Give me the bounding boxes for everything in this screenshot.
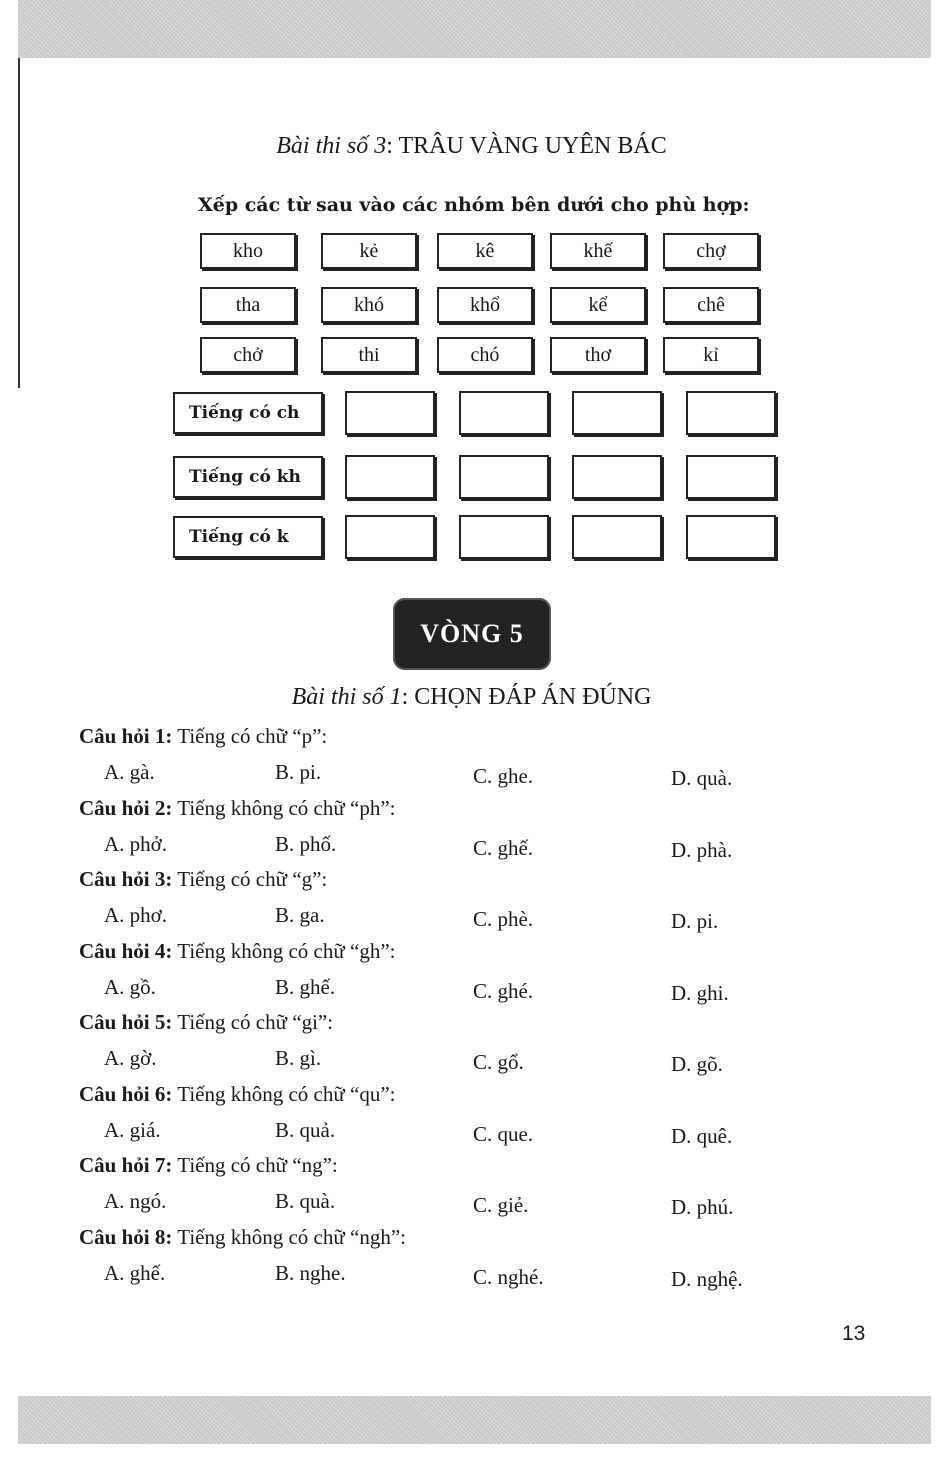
answer-slot[interactable] (572, 515, 662, 559)
question-text: Tiếng có chữ “ng”: (172, 1153, 338, 1177)
answer-option[interactable]: B. quả. (275, 1117, 336, 1142)
answer-option[interactable]: D. pi. (671, 909, 719, 933)
answer-option[interactable]: A. gồ. (104, 974, 156, 999)
exercise1-title-italic: Bài thi số 1 (291, 684, 402, 710)
answer-slot[interactable] (345, 515, 435, 559)
question-text: Tiếng không có chữ “ngh”: (172, 1224, 406, 1249)
answer-option[interactable]: C. que. (473, 1121, 534, 1146)
group-label: Tiếng có k (173, 516, 323, 558)
word-card[interactable]: kể (550, 287, 646, 323)
answer-slot[interactable] (459, 455, 549, 499)
answer-option[interactable]: B. quà. (275, 1189, 336, 1213)
answer-option[interactable]: C. giẻ. (473, 1193, 529, 1217)
answer-option[interactable]: C. phè. (473, 907, 534, 931)
answer-option[interactable]: C. ghế. (473, 835, 534, 860)
answer-slot[interactable] (459, 515, 549, 559)
answer-option[interactable]: C. nghé. (473, 1264, 544, 1289)
answer-option[interactable]: D. phú. (671, 1195, 734, 1219)
answer-option[interactable]: A. phở. (104, 831, 168, 856)
exercise1-title-text: : CHỌN ĐÁP ÁN ĐÚNG (401, 684, 652, 710)
answer-option[interactable]: A. gà. (104, 760, 155, 784)
answer-option[interactable]: A. ghế. (104, 1260, 166, 1285)
question-text: Tiếng không có chữ “ph”: (172, 795, 396, 820)
answer-option[interactable]: D. gõ. (671, 1052, 723, 1076)
question-text: Tiếng không có chữ “qu”: (172, 1081, 396, 1106)
question-8 (79, 1225, 406, 1250)
exercise3-title (0, 133, 943, 160)
word-card[interactable]: khế (550, 233, 646, 269)
word-card[interactable]: thi (321, 337, 417, 373)
word-card[interactable]: kỉ (663, 337, 759, 373)
word-card[interactable]: chở (200, 337, 296, 373)
word-card[interactable]: kẻ (321, 233, 417, 269)
word-card[interactable]: kho (200, 233, 296, 269)
word-card[interactable]: thơ (550, 337, 646, 373)
answer-option[interactable]: A. giá. (104, 1117, 161, 1142)
word-card[interactable]: chó (437, 337, 533, 373)
answer-option[interactable]: A. gờ. (104, 1046, 157, 1070)
question-label: Câu hỏi 4: (79, 938, 173, 963)
word-card[interactable]: chê (663, 287, 759, 323)
word-card[interactable]: khổ (437, 287, 533, 323)
answer-option[interactable]: C. ghé. (473, 978, 534, 1003)
question-label: Câu hỏi 5: (79, 1010, 173, 1034)
top-decorative-band (18, 0, 931, 58)
answer-option[interactable]: C. gổ. (473, 1050, 524, 1074)
question-3 (79, 867, 327, 892)
question-1 (79, 724, 327, 749)
answer-option[interactable]: A. ngó. (104, 1189, 167, 1213)
question-text: Tiếng có chữ “g”: (172, 867, 328, 891)
left-margin-rule (18, 58, 20, 388)
answer-slot[interactable] (572, 455, 662, 499)
group-label: Tiếng có kh (173, 456, 323, 498)
question-label: Câu hỏi 3: (79, 867, 173, 891)
answer-option[interactable]: B. ga. (275, 903, 325, 927)
question-5 (79, 1010, 333, 1035)
exercise3-title-italic: Bài thi số 3 (276, 133, 387, 159)
answer-slot[interactable] (459, 391, 549, 435)
exercise1-title (0, 684, 943, 711)
word-card[interactable]: tha (200, 287, 296, 323)
answer-option[interactable]: B. phố. (275, 831, 337, 856)
answer-option[interactable]: D. nghệ. (671, 1266, 743, 1291)
question-text: Tiếng không có chữ “gh”: (172, 938, 396, 963)
answer-slot[interactable] (686, 455, 776, 499)
answer-slot[interactable] (686, 391, 776, 435)
answer-slot[interactable] (345, 391, 435, 435)
page-number: 13 (842, 1322, 866, 1345)
answer-option[interactable]: D. phà. (671, 837, 733, 862)
answer-option[interactable]: A. phơ. (104, 903, 168, 927)
answer-option[interactable]: D. quê. (671, 1123, 733, 1148)
word-card[interactable]: khó (321, 287, 417, 323)
round-badge: VÒNG 5 (393, 598, 551, 670)
word-card[interactable]: kê (437, 233, 533, 269)
question-label: Câu hỏi 8: (79, 1224, 173, 1249)
group-label: Tiếng có ch (173, 392, 323, 434)
answer-slot[interactable] (686, 515, 776, 559)
answer-option[interactable]: D. ghi. (671, 980, 729, 1005)
exercise3-title-text: : TRÂU VÀNG UYÊN BÁC (386, 133, 667, 159)
question-2 (79, 796, 395, 821)
question-label: Câu hỏi 2: (79, 795, 173, 820)
answer-option[interactable]: B. ghế. (275, 974, 336, 999)
answer-slot[interactable] (572, 391, 662, 435)
answer-option[interactable]: B. gì. (275, 1046, 322, 1070)
bottom-decorative-band (18, 1396, 931, 1444)
question-label: Câu hỏi 7: (79, 1153, 173, 1177)
question-7 (79, 1153, 338, 1178)
answer-option[interactable]: C. ghe. (473, 764, 534, 788)
question-4 (79, 939, 395, 964)
answer-slot[interactable] (345, 455, 435, 499)
question-label: Câu hỏi 6: (79, 1081, 173, 1106)
question-label: Câu hỏi 1: (79, 724, 173, 748)
answer-option[interactable]: D. quà. (671, 766, 733, 790)
answer-option[interactable]: B. pi. (275, 760, 322, 784)
question-text: Tiếng có chữ “gi”: (172, 1010, 334, 1034)
word-card[interactable]: chợ (663, 233, 759, 269)
question-text: Tiếng có chữ “p”: (172, 724, 328, 748)
answer-option[interactable]: B. nghe. (275, 1260, 346, 1285)
exercise3-instruction: Xếp các từ sau vào các nhóm bên dưới cho phù hợp: (198, 194, 750, 216)
question-6 (79, 1082, 395, 1107)
